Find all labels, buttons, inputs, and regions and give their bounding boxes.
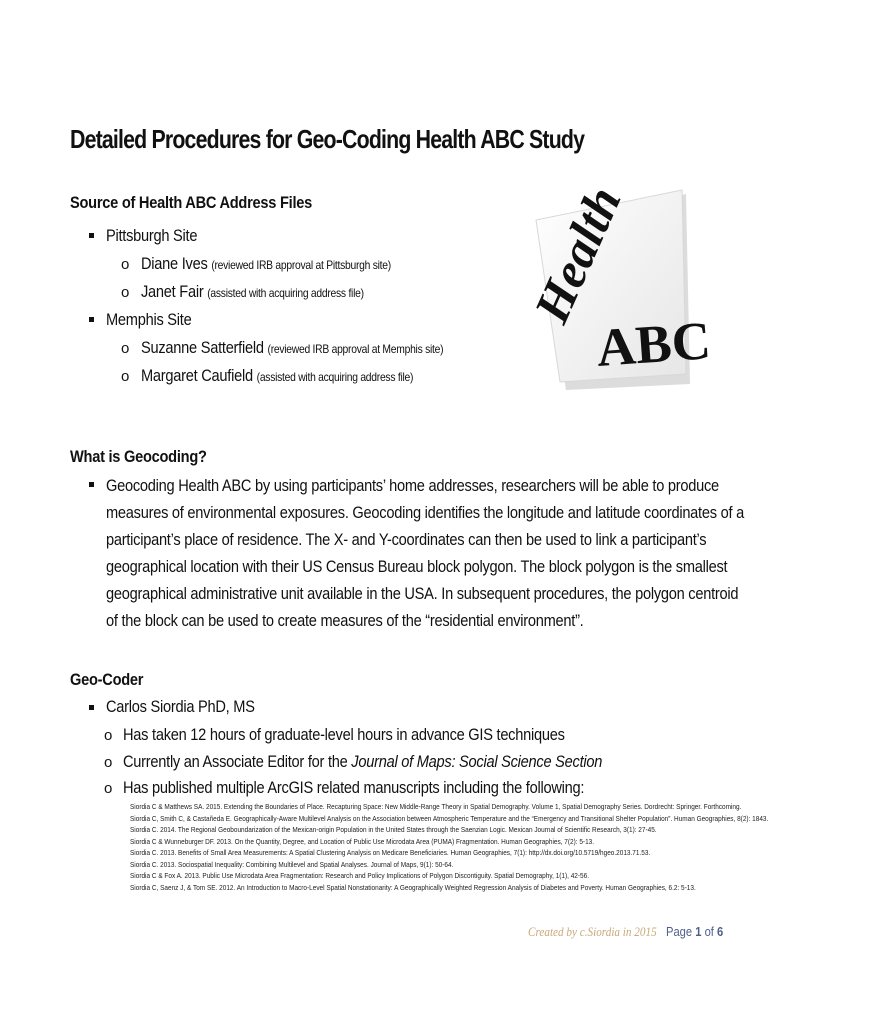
health-abc-logo-graphic xyxy=(522,178,713,396)
bullet-circle-icon: o xyxy=(104,727,113,744)
geocoding-heading: What is Geocoding? xyxy=(70,447,207,466)
page-title: Detailed Procedures for Geo-Coding Health ABC Study xyxy=(70,124,585,154)
geocoder-item: Has published multiple ArcGIS related manuscripts including the following: xyxy=(123,778,585,797)
paragraph-line: participant’s place of residence. The X- and Y-coordinates can then be used to link a participant’s xyxy=(106,530,707,549)
reference-list xyxy=(130,801,872,893)
geocoding-paragraph xyxy=(106,472,744,634)
geocoder-item: Has taken 12 hours of graduate-level hours in advance GIS techniques xyxy=(123,725,565,744)
bullet-circle-icon: o xyxy=(121,284,130,301)
bullet-square-icon xyxy=(89,705,94,710)
person-diane-ives: Diane Ives (reviewed IRB approval at Pittsburgh site) xyxy=(141,254,391,273)
reference-item: Siordia C & Fox A. 2013. Public Use Microdata Area Fragmentation: Research and Policy Implications of Polygon Discontiguity. Spatial Demography, 1(1), 42-56. xyxy=(130,871,590,880)
site-memphis: Memphis Site xyxy=(106,310,192,329)
health-abc-logo xyxy=(522,178,713,396)
reference-item: Siordia C, Smith C, & Castañeda E. Geographically-Aware Multilevel Analysis on the Association between Atmospheric Temperature and the “Emergency and Transitional Shelter Population”. Human Geographies, 8(2): 1843. xyxy=(130,813,769,823)
logo-abc-word: ABC xyxy=(594,310,713,378)
paragraph-line: of the block can be used to create measures of the “residential environment”. xyxy=(106,611,584,630)
bullet-square-icon xyxy=(89,233,94,238)
page-footer xyxy=(528,924,723,940)
bullet-circle-icon: o xyxy=(121,368,130,385)
source-heading: Source of Health ABC Address Files xyxy=(70,193,312,212)
person-janet-fair: Janet Fair (assisted with acquiring address file) xyxy=(141,282,364,301)
geocoder-name: Carlos Siordia PhD, MS xyxy=(106,697,255,716)
of-label: of xyxy=(704,924,714,939)
reference-item: Siordia C & Matthews SA. 2015. Extending the Boundaries of Place. Recapturing Space: New Middle-Range Theory in Spatial Demography. Volume 1, Spatial Demography Series. Dordrecht: Springer. Forthcoming. xyxy=(130,802,742,811)
geocoder-heading: Geo-Coder xyxy=(70,670,144,689)
site-pittsburgh: Pittsburgh Site xyxy=(106,226,198,245)
bullet-circle-icon: o xyxy=(104,754,113,771)
created-by-note: Created by c.Siordia in 2015 xyxy=(528,924,657,939)
bullet-square-icon xyxy=(89,317,94,322)
bullet-circle-icon: o xyxy=(104,780,113,797)
svg-text:Health: Health xyxy=(522,178,632,331)
bullet-circle-icon: o xyxy=(121,256,130,273)
page-number: 1 xyxy=(695,924,702,939)
bullet-circle-icon: o xyxy=(121,340,130,357)
paragraph-line: Geocoding Health ABC by using participants’ home addresses, researchers will be able to produce xyxy=(106,476,719,495)
person-suzanne-satterfield: Suzanne Satterfield (reviewed IRB approval at Memphis site) xyxy=(141,338,444,357)
reference-item: Siordia C & Wunneburger DF. 2013. On the Quantity, Degree, and Location of Public Use Microdata Area (PUMA) Fragmentation. Human Geographies, 7(2): 5-13. xyxy=(130,836,595,846)
paragraph-line: geographical administrative unit available in the USA. In subsequent procedures, the polygon centroid xyxy=(106,584,739,603)
geocoder-item: Currently an Associate Editor for the Journal of Maps: Social Science Section xyxy=(123,752,603,771)
reference-item: Siordia C. 2014. The Regional Geoboundarization of the Mexican-origin Population in the United States through the Saenzian Logic. Mexican Journal of Scientific Research, 3(1): 27-45. xyxy=(130,825,657,834)
page-total: 6 xyxy=(717,924,724,939)
paragraph-line: measures of environmental exposures. Geocoding identifies the longitude and latitude coordinates of a xyxy=(106,503,744,522)
person-margaret-caufield: Margaret Caufield (assisted with acquiring address file) xyxy=(141,366,414,385)
bullet-square-icon xyxy=(89,482,94,487)
page-label: Page xyxy=(665,924,693,939)
reference-item: Siordia C. 2013. Benefits of Small Area Measurements: A Spatial Clustering Analysis on Medicare Beneficiaries. Human Geographies, 7(1): http://dx.doi.org/10.5719/hgeo.2013.71.53. xyxy=(130,848,651,857)
paragraph-line: geographical location with their US Census Bureau block polygon. The block polygon is the smallest xyxy=(106,557,728,576)
reference-item: Siordia C. 2013. Sociospatial Inequality: Combining Multilevel and Spatial Analyses. Journal of Maps, 9(1): 50-64. xyxy=(130,859,454,869)
reference-item: Siordia C, Saenz J, & Tom SE. 2012. An Introduction to Macro-Level Spatial Nonstationarity: A Geographically Weighted Regression Analysis of Diabetes and Poverty. Human Geographies, 6.2: 5-13. xyxy=(130,882,696,892)
